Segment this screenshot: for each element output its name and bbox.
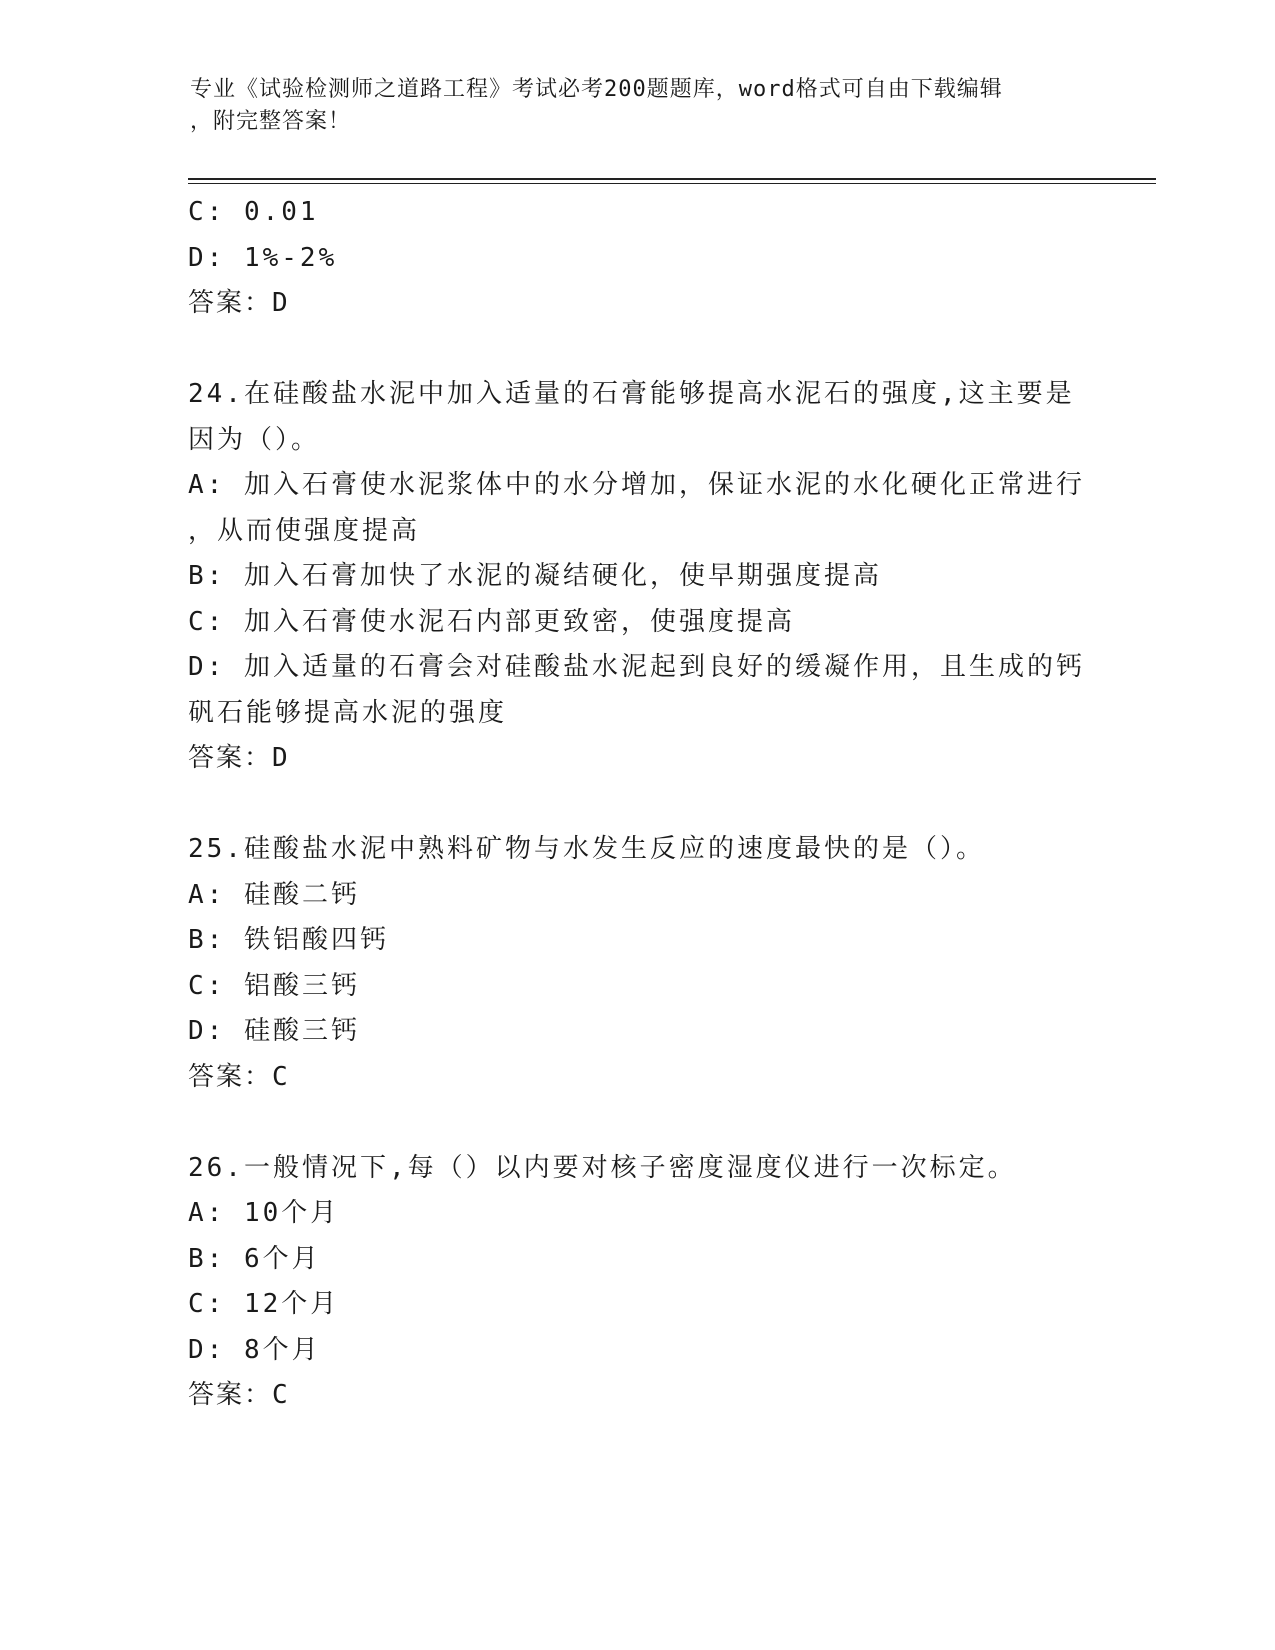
option-c: C: 0.01 <box>188 197 319 227</box>
question-stem: 26.一般情况下,每（）以内要对核子密度湿度仪进行一次标定。 <box>188 1152 1017 1183</box>
option-c: C: 铝酸三钙 <box>188 970 360 1001</box>
header-line-2: ，附完整答案！ <box>190 109 352 134</box>
option-d: D: 1%-2% <box>188 242 338 273</box>
option-d: D: 硅酸三钙 <box>188 1016 360 1046</box>
question-stem: 因为（）。 <box>188 424 321 455</box>
option-a-continued: ，从而使强度提高 <box>188 515 421 546</box>
document-header <box>190 74 1090 138</box>
header-divider-thick <box>188 178 1156 180</box>
answer-line: 答案：C <box>188 1061 290 1092</box>
spacer <box>188 782 1088 828</box>
spacer <box>188 1100 1088 1146</box>
question-24 <box>188 372 1088 782</box>
option-d: D: 8个月 <box>188 1334 321 1365</box>
answer-line: 答案：D <box>188 743 290 773</box>
option-b: B: 铁铝酸四钙 <box>188 925 389 955</box>
option-b: B: 6个月 <box>188 1243 321 1274</box>
option-d-continued: 矾石能够提高水泥的强度 <box>188 697 508 728</box>
prev-question-block <box>188 190 1088 327</box>
answer-line: 答案：D <box>188 288 290 318</box>
question-stem: 24.在硅酸盐水泥中加入适量的石膏能够提高水泥石的强度,这主要是 <box>188 379 1075 409</box>
option-c: C: 加入石膏使水泥石内部更致密，使强度提高 <box>188 606 795 637</box>
option-c: C: 12个月 <box>188 1289 340 1319</box>
option-a: A: 10个月 <box>188 1198 340 1228</box>
question-25 <box>188 827 1088 1100</box>
option-b: B: 加入石膏加快了水泥的凝结硬化，使早期强度提高 <box>188 561 882 591</box>
question-stem: 25.硅酸盐水泥中熟料矿物与水发生反应的速度最快的是（）。 <box>188 834 985 864</box>
question-26 <box>188 1146 1088 1419</box>
header-line-1: 专业《试验检测师之道路工程》考试必考200题题库，word格式可自由下载编辑 <box>190 77 1003 102</box>
header-divider-thin <box>188 183 1156 184</box>
answer-line: 答案：C <box>188 1380 290 1410</box>
spacer <box>188 327 1088 373</box>
question-content <box>188 190 1088 1419</box>
option-a: A: 加入石膏使水泥浆体中的水分增加，保证水泥的水化硬化正常进行 <box>188 470 1085 500</box>
option-d: D: 加入适量的石膏会对硅酸盐水泥起到良好的缓凝作用，且生成的钙 <box>188 652 1085 682</box>
option-a: A: 硅酸二钙 <box>188 879 360 910</box>
